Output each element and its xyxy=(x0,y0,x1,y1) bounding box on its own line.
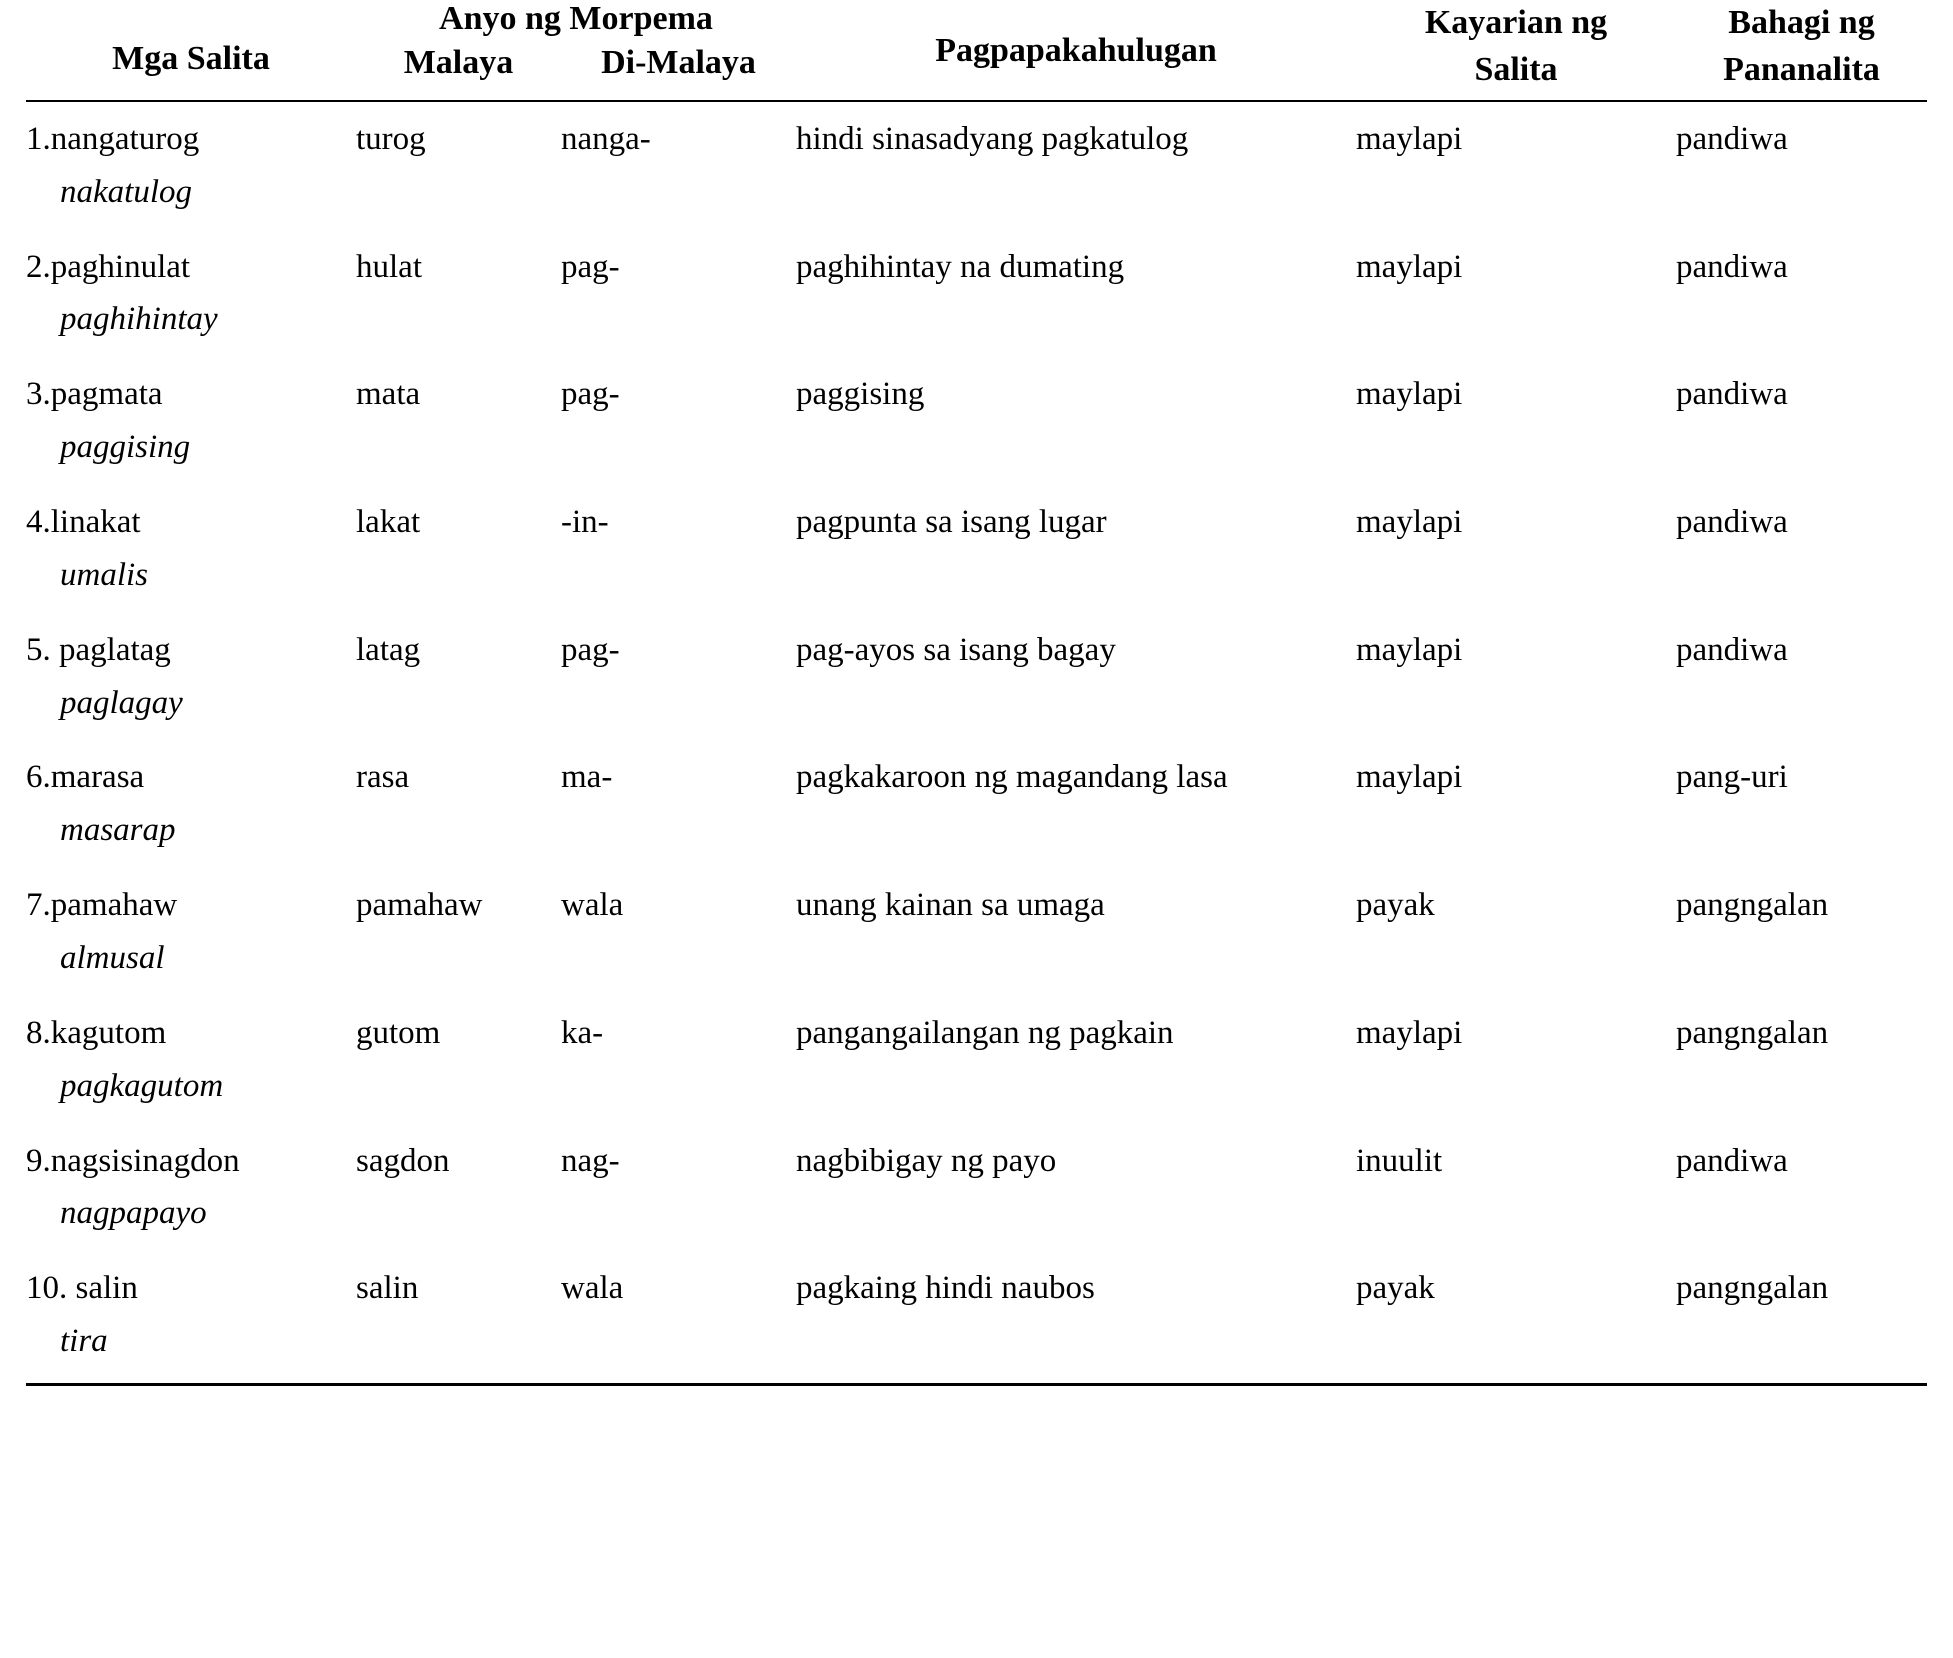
word-alternate: masarap xyxy=(60,812,176,849)
cell-word xyxy=(26,485,356,613)
cell-bound-morpheme: wala xyxy=(561,887,624,924)
cell-bound-morpheme: pag- xyxy=(561,376,620,413)
cell-free-morpheme: lakat xyxy=(356,503,421,540)
cell-bound-morpheme: wala xyxy=(561,1270,624,1307)
table-row xyxy=(26,740,1927,868)
table-row xyxy=(26,1251,1927,1383)
cell-bound-morpheme: nag- xyxy=(561,1142,620,1179)
cell-free-morpheme: sagdon xyxy=(356,1142,450,1179)
word-alternate: almusal xyxy=(60,939,165,976)
word-main: 3.pagmata xyxy=(26,376,163,413)
word-main: 1.nangaturog xyxy=(26,120,200,157)
header-label-pos-line2: Pananalita xyxy=(1723,50,1880,88)
cell-word xyxy=(26,868,356,996)
header-cell-morpheme-group xyxy=(356,0,796,94)
cell-bound-morpheme: -in- xyxy=(561,503,609,540)
cell-free-morpheme: turog xyxy=(356,120,426,157)
cell-part-of-speech: pandiwa xyxy=(1676,376,1788,413)
cell-meaning: paggising xyxy=(796,376,925,413)
cell-part-of-speech: pangngalan xyxy=(1676,887,1829,924)
header-label-meaning: Pagpapakahulugan xyxy=(935,32,1217,69)
cell-free-morpheme: mata xyxy=(356,376,421,413)
cell-part-of-speech: pandiwa xyxy=(1676,503,1788,540)
header-cell-word xyxy=(26,0,356,94)
cell-bound-morpheme: ka- xyxy=(561,1014,604,1051)
cell-structure: maylapi xyxy=(1356,631,1463,668)
cell-word xyxy=(26,101,356,230)
cell-word xyxy=(26,1124,356,1252)
header-label-structure-line1: Kayarian ng xyxy=(1424,4,1608,41)
cell-bound-morpheme: ma- xyxy=(561,759,613,796)
cell-word xyxy=(26,613,356,741)
cell-part-of-speech: pangngalan xyxy=(1676,1014,1829,1051)
table-body xyxy=(26,101,1927,1383)
cell-bound-morpheme: pag- xyxy=(561,248,620,285)
cell-meaning: pangangailangan ng pagkain xyxy=(796,1014,1174,1051)
header-label-free: Malaya xyxy=(403,44,514,81)
header-rule-4 xyxy=(796,94,1356,101)
word-main: 7.pamahaw xyxy=(26,887,178,924)
word-main: 4.linakat xyxy=(26,503,141,540)
header-rule-6 xyxy=(1676,94,1927,101)
cell-free-morpheme: hulat xyxy=(356,248,422,285)
word-alternate: pagkagutom xyxy=(60,1067,224,1104)
header-label-word: Mga Salita xyxy=(112,40,270,77)
cell-free-morpheme: pamahaw xyxy=(356,887,483,924)
header-cell-pos xyxy=(1676,0,1927,94)
cell-free-morpheme: latag xyxy=(356,631,421,668)
cell-part-of-speech: pandiwa xyxy=(1676,631,1788,668)
cell-word xyxy=(26,1251,356,1383)
word-main: 8.kagutom xyxy=(26,1014,167,1051)
header-label-pos-line1: Bahagi ng xyxy=(1728,4,1875,41)
header-subrow-morpheme xyxy=(356,44,796,82)
table-row xyxy=(26,357,1927,485)
word-alternate: paghihintay xyxy=(60,301,218,338)
cell-bound-morpheme: pag- xyxy=(561,631,620,668)
table-bottom-rule xyxy=(26,1383,1927,1386)
table-row xyxy=(26,101,1927,230)
table-row xyxy=(26,996,1927,1124)
cell-structure: inuulit xyxy=(1356,1142,1443,1179)
cell-bound-morpheme: nanga- xyxy=(561,120,651,157)
cell-structure: maylapi xyxy=(1356,1014,1463,1051)
table-row xyxy=(26,1124,1927,1252)
cell-structure: maylapi xyxy=(1356,503,1463,540)
cell-structure: maylapi xyxy=(1356,120,1463,157)
cell-meaning: pagkakaroon ng magandang lasa xyxy=(796,759,1228,796)
cell-structure: payak xyxy=(1356,1270,1435,1307)
header-label-pos xyxy=(1676,0,1927,94)
word-alternate: nagpapayo xyxy=(60,1195,207,1232)
cell-meaning: paghihintay na dumating xyxy=(796,248,1125,285)
word-main: 9.nagsisinagdon xyxy=(26,1142,240,1179)
cell-meaning: pagpunta sa isang lugar xyxy=(796,503,1107,540)
header-cell-meaning xyxy=(796,0,1356,94)
table-row xyxy=(26,485,1927,613)
cell-free-morpheme: salin xyxy=(356,1270,419,1307)
header-rule-2 xyxy=(356,94,561,101)
cell-part-of-speech: pangngalan xyxy=(1676,1270,1829,1307)
header-label-bound: Di-Malaya xyxy=(601,44,756,81)
header-row xyxy=(26,0,1927,94)
header-rule-5 xyxy=(1356,94,1676,101)
cell-part-of-speech: pandiwa xyxy=(1676,1142,1788,1179)
cell-word xyxy=(26,996,356,1124)
cell-structure: maylapi xyxy=(1356,248,1463,285)
word-main: 6.marasa xyxy=(26,759,145,796)
cell-word xyxy=(26,357,356,485)
word-main: 5. paglatag xyxy=(26,631,171,668)
header-label-structure-line2: Salita xyxy=(1474,50,1558,88)
table-row xyxy=(26,230,1927,358)
cell-structure: payak xyxy=(1356,887,1435,924)
cell-free-morpheme: gutom xyxy=(356,1014,441,1051)
cell-word xyxy=(26,740,356,868)
header-rule-3 xyxy=(561,94,796,101)
cell-part-of-speech: pandiwa xyxy=(1676,248,1788,285)
table-row xyxy=(26,868,1927,996)
header-separator xyxy=(26,94,1927,101)
cell-meaning: pag-ayos sa isang bagay xyxy=(796,631,1116,668)
word-alternate: tira xyxy=(60,1323,108,1360)
word-alternate: nakatulog xyxy=(60,173,192,210)
header-rule-1 xyxy=(26,94,356,101)
header-label-structure xyxy=(1356,0,1676,94)
cell-free-morpheme: rasa xyxy=(356,759,410,796)
word-alternate: paggising xyxy=(60,429,191,466)
cell-meaning: nagbibigay ng payo xyxy=(796,1142,1057,1179)
table-header xyxy=(26,0,1927,101)
cell-part-of-speech: pandiwa xyxy=(1676,120,1788,157)
header-label-morpheme-group: Anyo ng Morpema xyxy=(439,0,713,37)
word-main: 2.paghinulat xyxy=(26,248,191,285)
cell-meaning: pagkaing hindi naubos xyxy=(796,1270,1095,1307)
word-alternate: umalis xyxy=(60,556,149,593)
header-cell-structure xyxy=(1356,0,1676,94)
cell-structure: maylapi xyxy=(1356,759,1463,796)
morpheme-analysis-table xyxy=(26,0,1927,1383)
table-row xyxy=(26,613,1927,741)
word-alternate: paglagay xyxy=(60,684,183,721)
word-main: 10. salin xyxy=(26,1270,138,1307)
cell-word xyxy=(26,230,356,358)
cell-meaning: unang kainan sa umaga xyxy=(796,887,1105,924)
cell-part-of-speech: pang-uri xyxy=(1676,759,1788,796)
cell-structure: maylapi xyxy=(1356,376,1463,413)
cell-meaning: hindi sinasadyang pagkatulog xyxy=(796,120,1189,157)
